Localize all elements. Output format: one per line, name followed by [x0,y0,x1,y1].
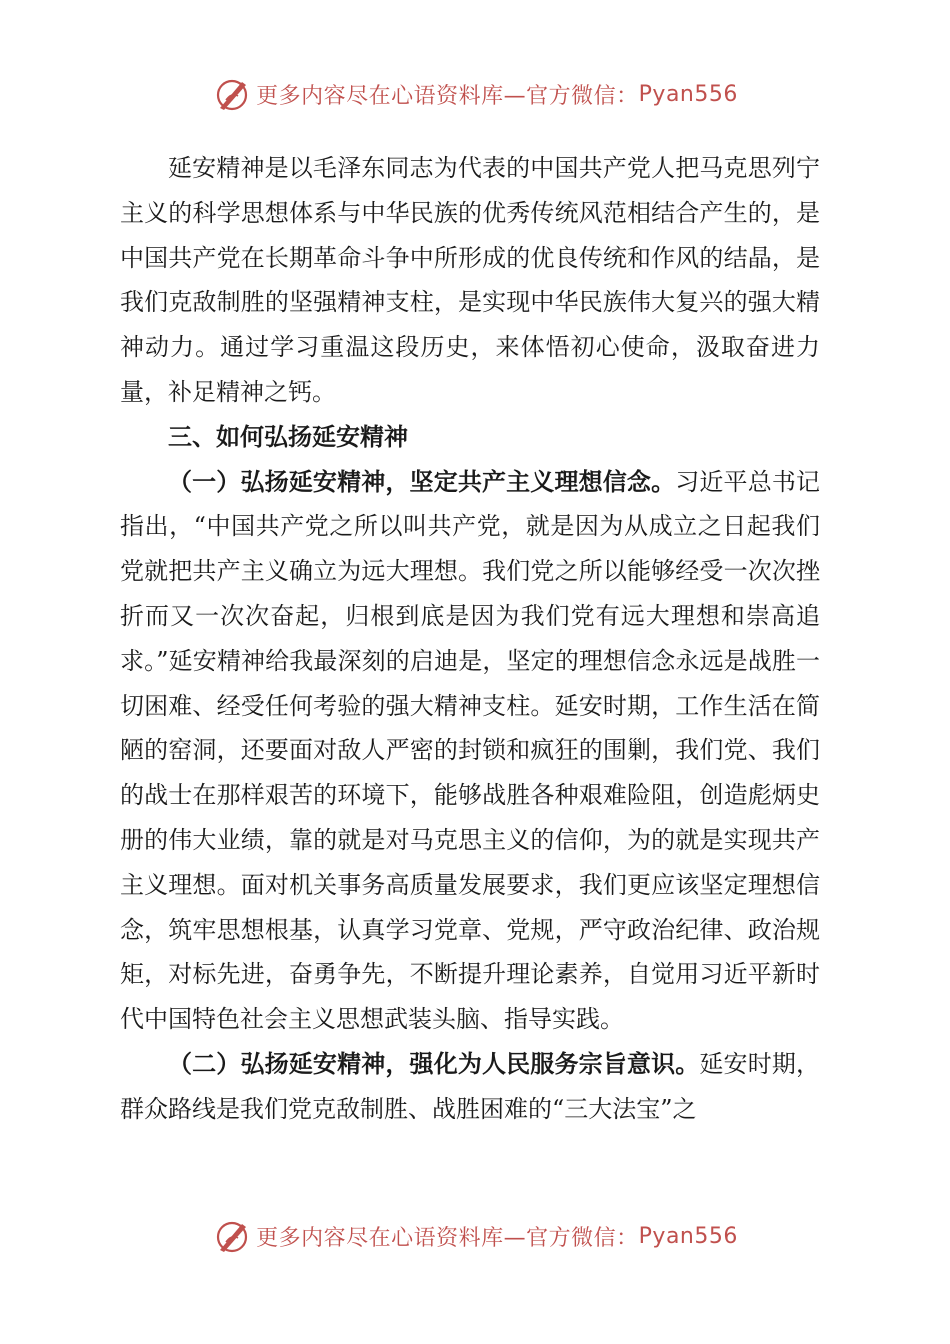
document-body [120,146,820,1132]
subsection-2-heading: （二）弘扬延安精神，强化为人民服务宗旨意识。 [168,1048,700,1078]
header-banner-wechat-id: Pyan556 [638,81,738,107]
header-banner [0,72,950,116]
subsection-2 [120,1042,820,1132]
subsection-2-body: 延安时期，群众路线是我们党克敌制胜、战胜困难的“三大法宝”之 [120,1049,821,1123]
pen-seal-icon [212,74,252,114]
header-banner-text: 更多内容尽在心语资料库—官方微信： [256,83,639,109]
pen-seal-icon [212,1216,252,1256]
footer-banner-text: 更多内容尽在心语资料库—官方微信： [256,1225,639,1251]
footer-banner-wechat-id: Pyan556 [638,1223,738,1249]
section-heading: 三、如何弘扬延安精神 [168,421,408,451]
subsection-1-body: 习近平总书记指出，“中国共产党之所以叫共产党，就是因为从成立之日起我们党就把共产主义确立为远大理想。我们党之所以能够经受一次次挫折而又一次次奋起，归根到底是因为我们党有远大理想和崇高追求。”延安精神给我最深刻的启迪是，坚定的理想信念永远是战胜一切困难、经受任何考验的强大精神支柱。延安时期，工作生活在简陋的窑洞，还要面对敌人严密的封锁和疯狂的围剿，我们党、我们的战士在那样艰苦的环境下，能够战胜各种艰难险阻，创造彪炳史册的伟大业绩，靠的就是对马克思主义的信仰，为的就是实现共产主义理想。面对机关事务高质量发展要求，我们更应该坚定理想信念，筑牢思想根基，认真学习党章、党规，严守政治纪律、政治规矩，对标先进，奋勇争先，不断提升理论素养，自觉用习近平新时代中国特色社会主义思想武装头脑、指导实践。 [120,467,821,1034]
intro-paragraph: 延安精神是以毛泽东同志为代表的中国共产党人把马克思列宁主义的科学思想体系与中华民族的优秀传统风范相结合产生的，是中国共产党在长期革命斗争中所形成的优良传统和作风的结晶，是我们克敌制胜的坚强精神支柱，是实现中华民族伟大复兴的强大精神动力。通过学习重温这段历史，来体悟初心使命，汲取奋进力量，补足精神之钙。 [120,154,820,406]
subsection-1-heading: （一）弘扬延安精神，坚定共产主义理想信念。 [168,466,676,496]
footer-banner [0,1214,950,1258]
subsection-1 [120,460,820,1042]
